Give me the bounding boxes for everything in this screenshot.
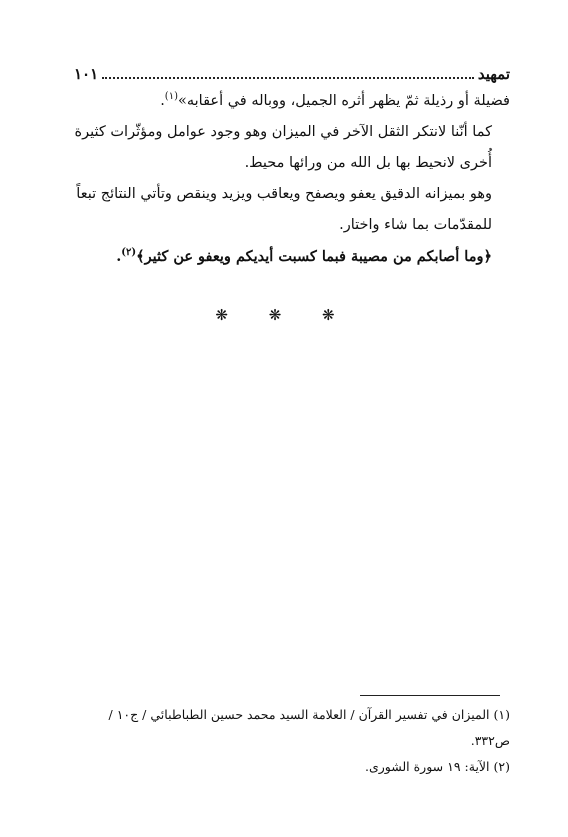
paragraph-2: كما أنّنا لانتكر الثقل الآخر في الميزان وهو وجود عوامل ومؤثّرات كثيرة أُخرى لانحيط بها بل الله من ورائها محيط.	[74, 124, 492, 171]
footnote-ref-2: (٢)	[121, 247, 137, 259]
quran-verse: ﴿وما أصابكم من مصيبة فبما كسبت أيديكم ويعفو عن كثير﴾$^{(٢)}$.	[116, 247, 492, 265]
footnote-1: (١) الميزان في تفسير القرآن / العلامة السيد محمد حسين الطباطبائي / ج١٠ / ص٣٣٢.	[108, 707, 510, 748]
running-header	[74, 62, 510, 86]
footnote-2: (٢) الآية: ١٩ سورة الشورى.	[364, 759, 510, 774]
section-separator: ❋ ❋ ❋	[215, 306, 353, 324]
quran-verse-text: ﴿وما أصابكم من مصيبة فبما كسبت أيديكم ويعفو عن كثير﴾	[136, 248, 492, 265]
footnote-divider	[360, 695, 500, 696]
continuation-text: فضيلة أو رذيلة ثمّ يظهر أثره الجميل، ووباله في أعقابه»	[177, 93, 510, 109]
chapter-title: تمهيد	[477, 65, 510, 83]
footnotes	[74, 702, 510, 780]
paragraph-3: وهو بميزانه الدقيق يعفو ويصفح ويعاقب ويزيد وينقص وتأتي النتائج تبعاً للمقدّمات بما شاء واختار.	[76, 186, 492, 233]
paragraph-continuation: فضيلة أو رذيلة ثمّ يظهر أثره الجميل، ووباله في أعقابه»$^{(١)}$.	[160, 91, 510, 109]
header-dot-leader	[102, 77, 474, 79]
footnote-ref-1: (١)	[164, 91, 178, 103]
main-text	[74, 86, 510, 272]
page-number: ١٠١	[74, 65, 99, 83]
